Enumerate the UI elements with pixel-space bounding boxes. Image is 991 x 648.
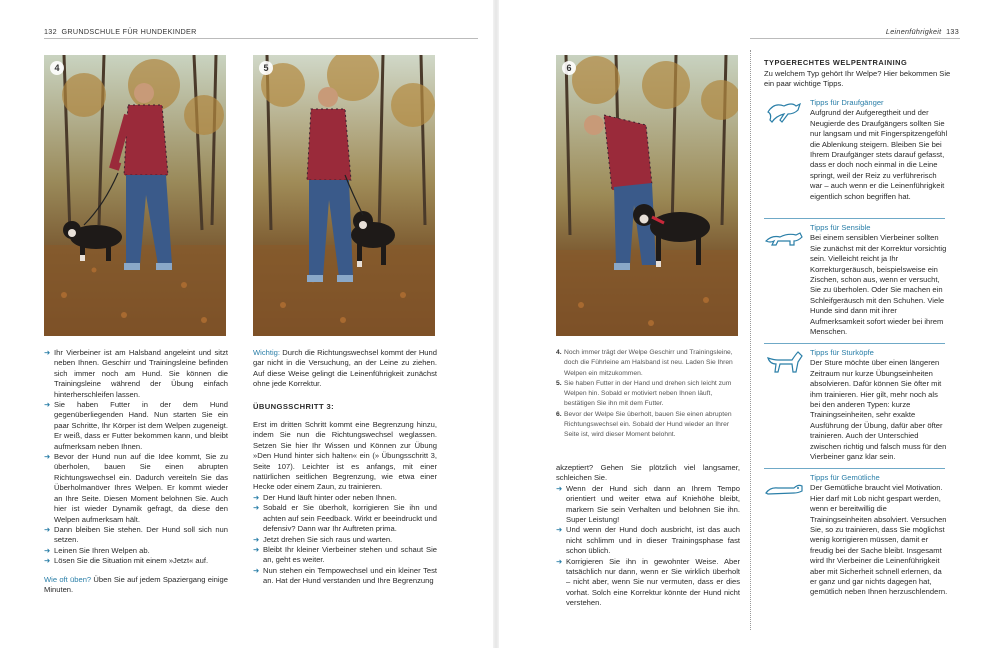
header-rule-right <box>750 38 960 39</box>
step-badge: 6 <box>562 61 576 75</box>
tip-divider <box>764 218 945 219</box>
caption-item: 5. Sie haben Futter in der Hand und drehen sich leicht zum Welpen hin. Sobald er motiviert neben Ihnen läuft, bestätigen Sie ihn mit dem Futter. <box>556 379 732 408</box>
tip-title: Tipps für Draufgänger <box>810 98 884 107</box>
photo-step-6 <box>556 55 738 336</box>
tip-title: Tipps für Gemütliche <box>810 473 880 482</box>
text-column-3 <box>556 463 740 609</box>
book-gutter <box>493 0 499 648</box>
tip-block-gemuetliche <box>764 473 964 598</box>
tip-text: Aufgrund der Aufgeregtheit und der Neugierde des Draufgängers sollten Sie nur langsam und mit Fingerspitzengefühl die Ablenkung steigern. Bleiben Sie bei Ihrem Draufgänger stets darauf gefasst, dass er doch noch einmal in die Leine springt, weil der Reiz zu verführerisch war – auch wenn er die Leinenführigkeit eigentlich schon begriffen hat. <box>810 108 948 201</box>
tip-title: Tipps für Sensible <box>810 223 871 232</box>
tip-block-draufgaenger <box>764 98 964 202</box>
section-title: Leinenführigkeit <box>885 27 942 36</box>
sidebar-heading: TYPGERECHTES WELPENTRAINING <box>764 58 908 67</box>
text-column-2 <box>253 348 437 587</box>
tip-text: Der Sture möchte über einen längeren Zeitraum nur kurze Übungseinheiten absolvieren. Dafür können Sie öfter mit ihm trainieren. Hier gilt, mehr noch als bei den anderen Typen: kurze Trainingseinheiten, sehr exakte Ausführung der Übung, dafür aber öfter trainieren. Auch der Unterschied zwischen richtig und falsch muss für den Vierbeiner ganz klar sein. <box>810 358 947 462</box>
tip-text: Der Gemütliche braucht viel Motivation. Hier darf mit Lob nicht gespart werden, wenn er bereitwillig die Trainingseinheiten absolviert. Versuchen Sie, so zu trainieren, dass Sie möglichst wenig korrigieren müssen, damit er freudig bei der Sache bleibt. Insgesamt wird Ihr Vierbeiner die Leinenführigkeit aber mit Sicherheit schnell erlernen, da er ganz und gar nichts dagegen hat, gemütlich neben Ihnen herzuschlendern. <box>810 483 948 597</box>
caption-item: 6. Bevor der Welpe Sie überholt, bauen Sie einen abrupten Richtungswechsel ein. Sobald der Hund wieder an Ihrer Seite ist, wird dieser Moment belohnt. <box>556 410 732 439</box>
practice-note: Wie oft üben? Üben Sie auf jedem Spaziergang einige Minuten. <box>44 574 228 594</box>
bullet-item: ➜ Leinen Sie Ihren Welpen ab. <box>44 545 150 555</box>
running-head-right <box>886 27 959 36</box>
tip-divider <box>764 343 945 344</box>
standing-dog-icon <box>764 348 804 376</box>
bullet-item: ➜ Bleibt Ihr kleiner Vierbeiner stehen und schaut Sie an, geht es weiter. <box>253 544 437 565</box>
bullet-item: ➜ Wenn der Hund sich dann an Ihrem Tempo orientiert und weiter etwa auf Kniehöhe bleibt, markern Sie sein Verhalten und belohnen Sie ihn. Super Leistung! <box>556 483 740 525</box>
step-heading: ÜBUNGSSCHRITT 3: <box>253 401 335 411</box>
crouching-dog-icon <box>764 223 804 251</box>
header-rule-left <box>44 38 478 39</box>
sidebar-intro: Zu welchem Typ gehört Ihr Welpe? Hier bekommen Sie ein paar wichtige Tipps. <box>764 69 951 89</box>
chapter-title: GRUNDSCHULE FÜR HUNDEKINDER <box>61 27 197 36</box>
caption-item: 4. Noch immer trägt der Welpe Geschirr und Trainingsleine, doch die Führleine am Halsband ist neu. Laden Sie Ihren Welpen ein mitzukommen. <box>556 349 733 377</box>
bullet-item: ➜ Sobald er Sie überholt, korrigieren Sie ihn und achten auf sein Feedback. Wirkt er beeindruckt und defensiv? Dann war Ihr Auftreten prima. <box>253 503 437 534</box>
bullet-item: ➜ Bevor der Hund nun auf die Idee kommt, Sie zu überholen, bauen Sie einen abrupten Richtungswechsel ein. Dadurch vereiteln Sie das Überholmanöver Ihres Welpen. Er kommt wieder an Ihre Seite. Diesen Moment belohnen Sie. Auch hier ist wieder Dynamik gefragt, da diese den Welpen aufmerksam hält. <box>44 452 228 524</box>
bullet-item: ➜ Nun stehen ein Tempowechsel und ein kleiner Test an. Hat der Hund verstanden und Ihre Begrenzung <box>253 565 437 586</box>
tip-block-sturkoepfe <box>764 348 964 462</box>
step-badge: 5 <box>259 61 273 75</box>
text-column-1 <box>44 348 228 595</box>
bullet-item: ➜ Ihr Vierbeiner ist am Halsband angeleint und sitzt neben Ihnen. Geschirr und Trainingsleine befinden sich immer noch am Hund. Sie können die Trainingsleine während der Übung einfach hinterherschleifen lassen. <box>44 348 228 399</box>
page-number-left: 132 <box>44 27 57 36</box>
page-number-right: 133 <box>946 27 959 36</box>
bullet-item: ➜ Jetzt drehen Sie sich raus und warten. <box>253 534 393 544</box>
tip-block-sensible <box>764 223 964 337</box>
tip-title: Tipps für Sturköpfe <box>810 348 874 357</box>
step-paragraph: Erst im dritten Schritt kommt eine Begrenzung hinzu, indem Sie nun die Richtungswechsel weglassen. Setzen Sie hier Ihr Wissen und Können zur Übung »Den Hund hinter sich halten« ein (» Übungsschritt 3, Seite 107). Leichter ist es anfangs, mit einer natürlichen seitlichen Begrenzung, wie etwa einer Hecke oder einem Zaun, zu trainieren. <box>253 420 437 492</box>
photo-step-4 <box>44 55 226 336</box>
sidebar-divider <box>750 50 751 630</box>
important-note: Wichtig: Durch die Richtungswechsel kommt der Hund gar nicht in die Versuchung, an der Leine zu ziehen. Auf diese Weise gelingt die Leinenführigkeit zunächst ohne jede Korrektur. <box>253 348 437 389</box>
photo-step-5 <box>253 55 435 336</box>
tip-text: Bei einem sensiblen Vierbeiner sollten Sie zunächst mit der Korrektur vorsichtig sein. Vielleicht reicht ja Ihr Korrekturgeräusch, beispielsweise ein Zischen, schon aus, wenn er versucht, Sie zu überholen. Oder Sie machen ein Schleifgeräusch mit den Schuhen. Viele Hunde sind dann mit ihrer Aufmerksamkeit sofort wieder bei ihrem Menschen. <box>810 233 947 337</box>
step-badge: 4 <box>50 61 64 75</box>
bullet-item: ➜ Und wenn der Hund doch ausbricht, ist das auch nicht schlimm und in dieser Trainingsphase fast schon üblich. <box>556 525 740 556</box>
lying-dog-icon <box>764 473 804 501</box>
jumping-dog-icon <box>764 98 804 126</box>
bullet-item: ➜ Dann bleiben Sie stehen. Der Hund soll sich nun setzen. <box>44 524 228 545</box>
bullet-item: ➜ Lösen Sie die Situation mit einem »Jetzt« auf. <box>44 556 209 566</box>
continuation-paragraph: akzeptiert? Gehen Sie plötzlich viel langsamer, schleichen Sie. <box>556 463 740 483</box>
photo-captions <box>556 348 740 441</box>
bullet-item: ➜ Sie haben Futter in der dem Hund gegenüberliegenden Hand. Nun starten Sie ein paar Schritte, Ihr Körper ist dem Welpen zugeneigt. Er weiß, dass er Futter bekommen kann, und bleibt aufmerksam neben Ihnen. <box>44 400 228 451</box>
bullet-item: ➜ Korrigieren Sie ihn in gewohnter Weise. Aber tatsächlich nur dann, wenn er Sie wirklich überholt – nicht aber, wenn Sie nur vermuten, dass er dies vorhat. Solch eine Korrektur könnte der Hund nicht verstehen. <box>556 556 740 608</box>
running-head-left <box>44 27 197 36</box>
bullet-item: ➜ Der Hund läuft hinter oder neben Ihnen. <box>253 492 397 502</box>
tip-divider <box>764 468 945 469</box>
